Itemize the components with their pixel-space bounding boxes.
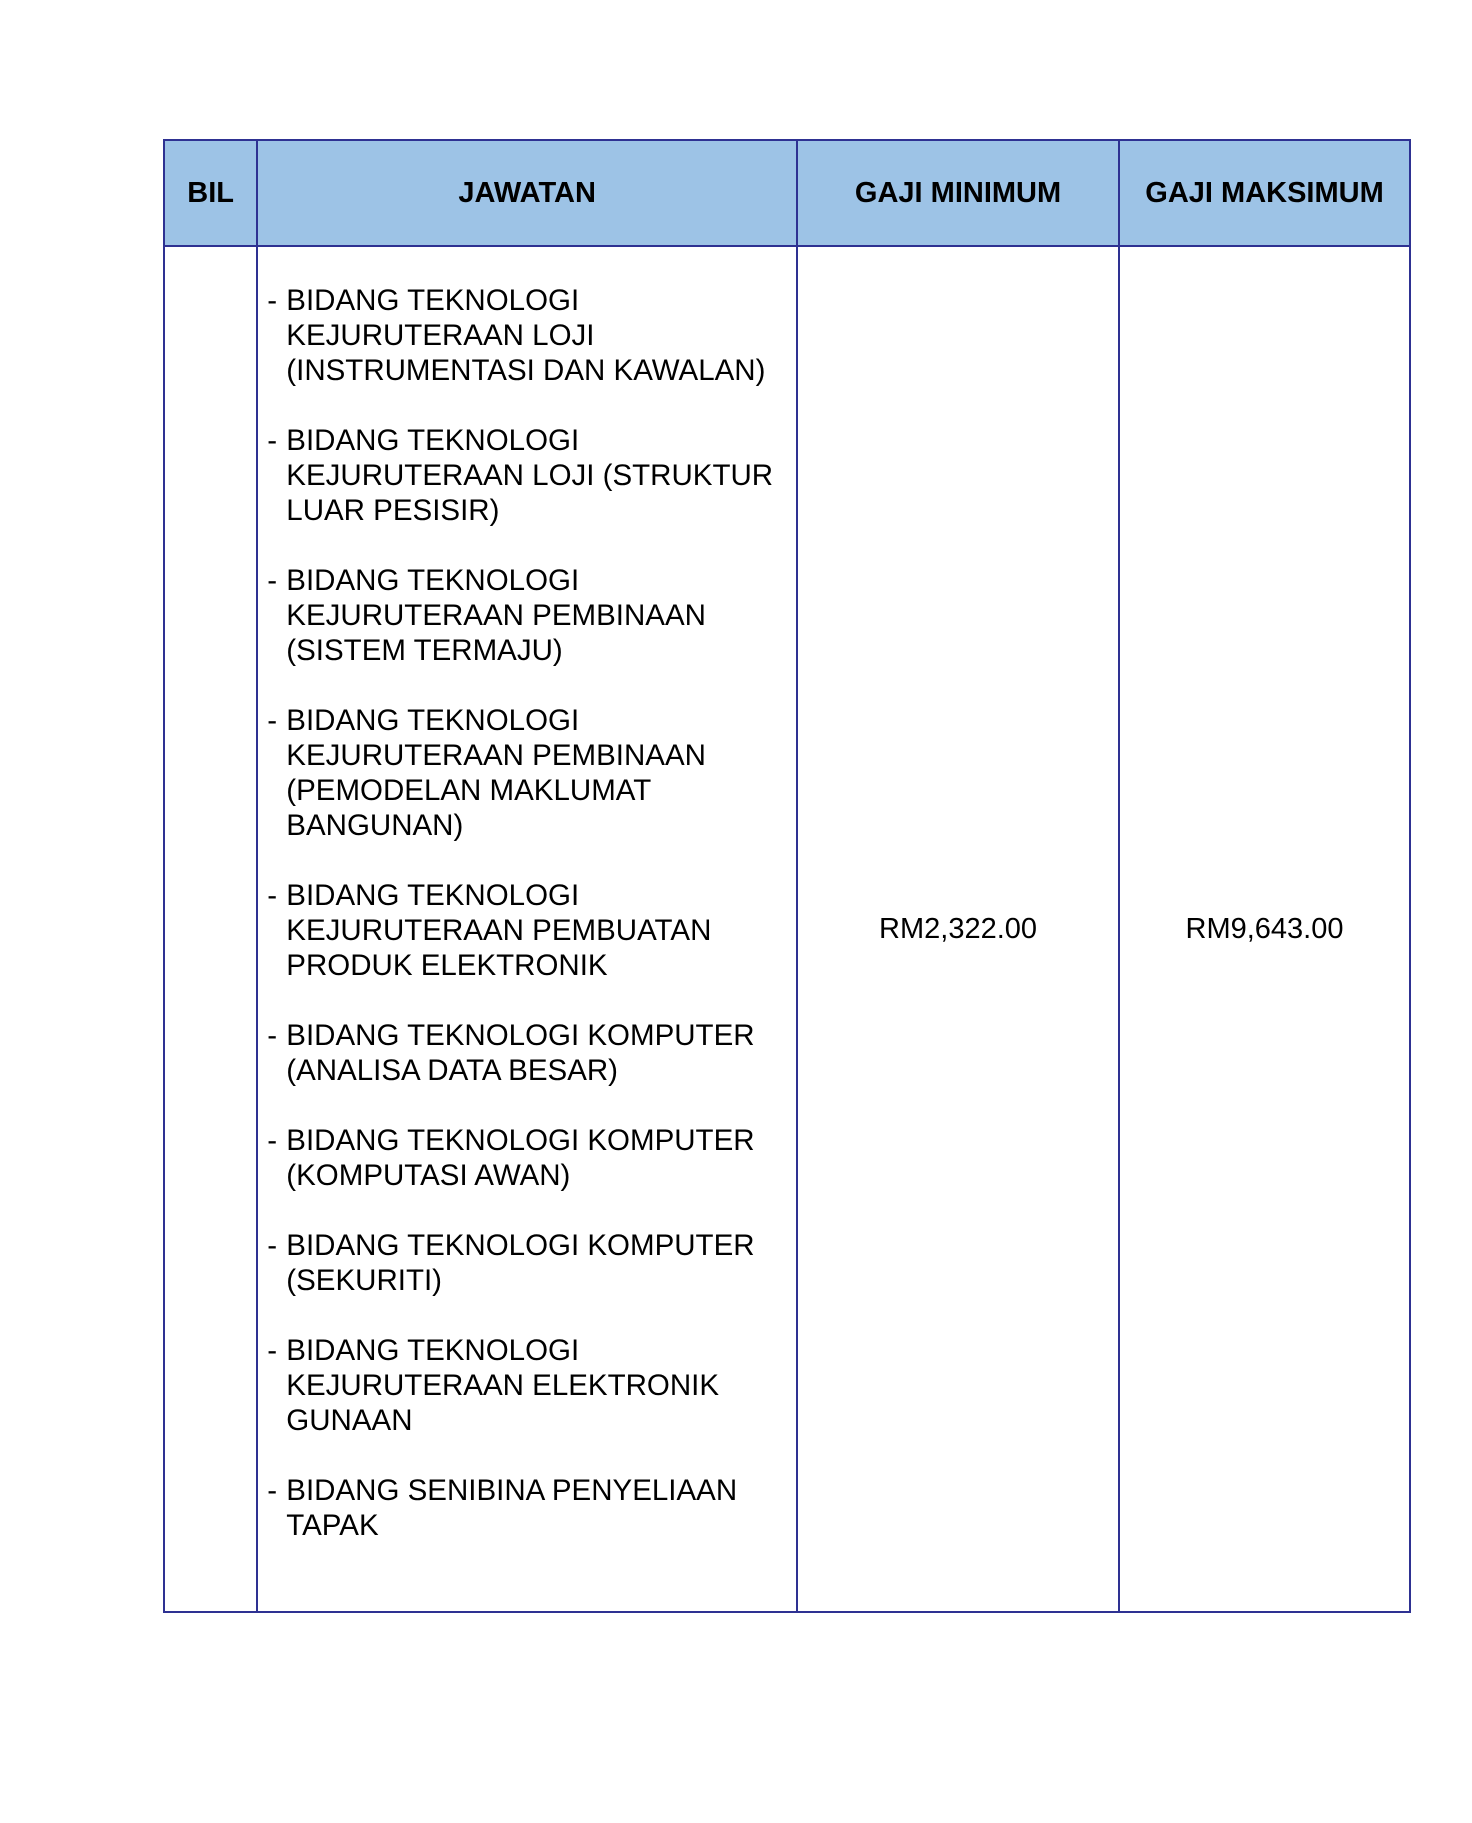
field-text: BIDANG TEKNOLOGI KEJURUTERAAN LOJI (INSTRUMENTASI DAN KAWALAN) [286, 284, 766, 387]
list-item [267, 1123, 786, 1193]
list-item [267, 563, 786, 668]
gaji-minimum-value: RM2,322.00 [879, 912, 1038, 945]
header-row [164, 140, 1410, 246]
list-dash: - [267, 284, 278, 317]
salary-table [163, 139, 1411, 1613]
list-dash: - [267, 424, 278, 457]
list-dash: - [267, 1474, 278, 1507]
list-item [267, 1228, 786, 1298]
list-item [267, 878, 786, 983]
table-row [164, 246, 1410, 1612]
list-item [267, 283, 786, 388]
list-dash: - [267, 1019, 278, 1052]
list-item [267, 423, 786, 528]
list-item [267, 703, 786, 843]
field-text: BIDANG TEKNOLOGI KOMPUTER (SEKURITI) [286, 1229, 755, 1297]
field-text: BIDANG TEKNOLOGI KEJURUTERAAN LOJI (STRUKTUR LUAR PESISIR) [286, 424, 774, 527]
gaji-maksimum-cell [1119, 246, 1410, 1612]
list-dash: - [267, 704, 278, 737]
header-bil: BIL [164, 140, 257, 246]
list-item [267, 1018, 786, 1088]
header-gaji-maksimum: GAJI MAKSIMUM [1119, 140, 1410, 246]
list-dash: - [267, 1124, 278, 1157]
field-text: BIDANG TEKNOLOGI KEJURUTERAAN ELEKTRONIK GUNAAN [286, 1334, 720, 1437]
list-dash: - [267, 1334, 278, 1367]
gaji-maksimum-value: RM9,643.00 [1185, 912, 1344, 945]
header-gaji-minimum: GAJI MINIMUM [797, 140, 1119, 246]
bil-cell [164, 246, 257, 1612]
jawatan-cell [257, 246, 797, 1612]
list-dash: - [267, 564, 278, 597]
field-text: BIDANG TEKNOLOGI KOMPUTER (ANALISA DATA BESAR) [286, 1019, 755, 1087]
field-text: BIDANG TEKNOLOGI KOMPUTER (KOMPUTASI AWAN) [286, 1124, 755, 1192]
field-text: BIDANG TEKNOLOGI KEJURUTERAAN PEMBINAAN (SISTEM TERMAJU) [286, 564, 706, 667]
list-dash: - [267, 879, 278, 912]
list-dash: - [267, 1229, 278, 1262]
field-text: BIDANG SENIBINA PENYELIAAN TAPAK [286, 1474, 738, 1542]
list-item [267, 1333, 786, 1438]
field-text: BIDANG TEKNOLOGI KEJURUTERAAN PEMBINAAN (PEMODELAN MAKLUMAT BANGUNAN) [286, 704, 706, 842]
list-item [267, 1473, 786, 1543]
header-jawatan: JAWATAN [257, 140, 797, 246]
field-text: BIDANG TEKNOLOGI KEJURUTERAAN PEMBUATAN PRODUK ELEKTRONIK [286, 879, 712, 982]
gaji-minimum-cell [797, 246, 1119, 1612]
